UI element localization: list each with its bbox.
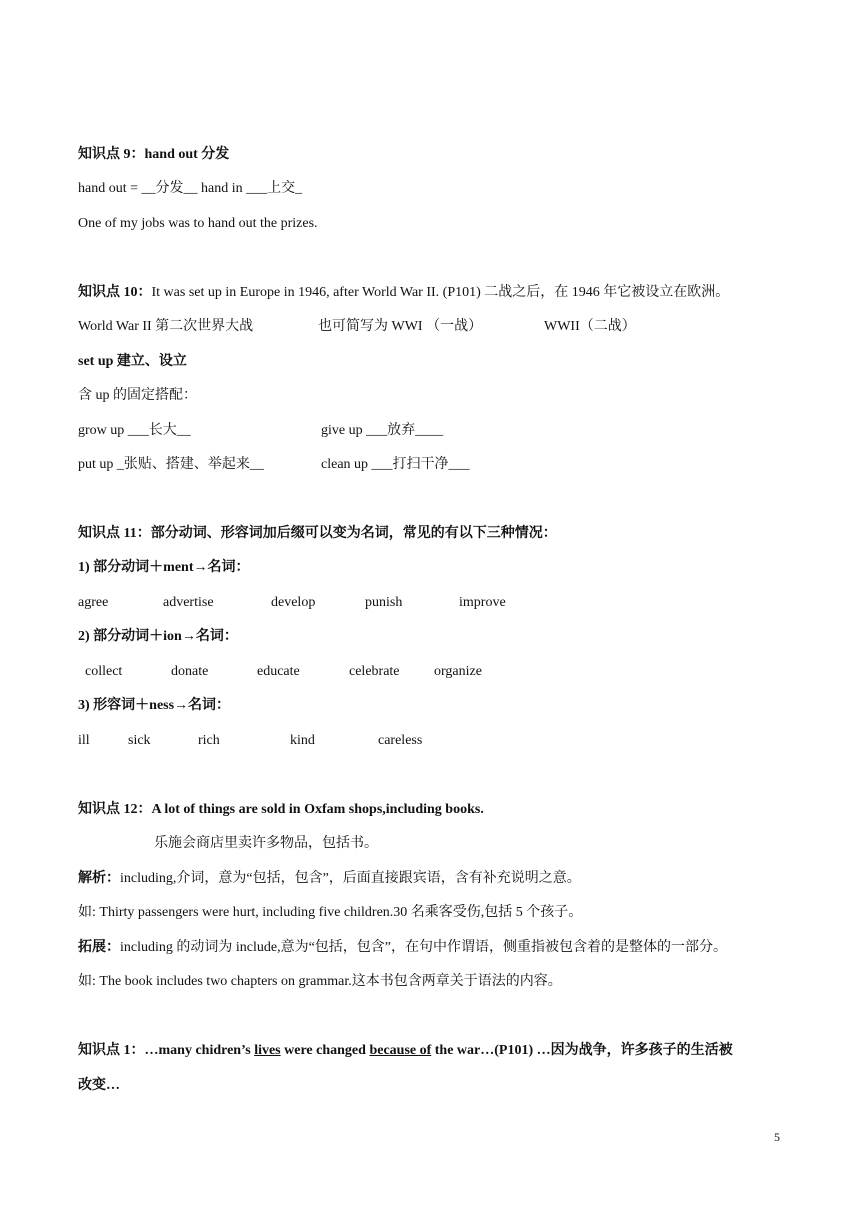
ness-word-list (78, 732, 778, 750)
underlined-because-of: because of (369, 1043, 432, 1058)
section-1-part-5: the war…(P101) …因为战争，许多孩子的生活被 (431, 1043, 733, 1058)
word-organize: organize (434, 664, 482, 679)
grow-up-phrase: grow up ___长大__ (78, 423, 191, 438)
underlined-lives: lives (254, 1043, 281, 1058)
word-advertise: advertise (163, 595, 214, 610)
word-rich: rich (198, 733, 220, 748)
word-educate: educate (257, 664, 300, 679)
rule-ness: 3) 形容词＋ness→名词： (78, 698, 231, 713)
section-9-definition: hand out = __分发__ hand in ___上交_ (78, 181, 303, 196)
section-9-heading: 知识点 9：hand out 分发 (78, 147, 230, 162)
up-phrases-row-2 (78, 456, 778, 474)
section-10-label: 知识点 10： (78, 285, 152, 300)
ment-word-list (78, 594, 778, 612)
page-number: 5 (774, 1130, 780, 1144)
extension-text: including 的动词为 include,意为“包括，包含”，在句中作谓语，侧重指被包含着的是整体的一部分。 (120, 940, 728, 955)
section-12-analysis (78, 870, 581, 888)
word-celebrate: celebrate (349, 664, 400, 679)
section-12-example-2: 如: The book includes two chapters on grammar.这本书包含两章关于语法的内容。 (78, 974, 562, 989)
word-agree: agree (78, 595, 109, 610)
clean-up-phrase: clean up ___打扫干净___ (321, 457, 470, 472)
word-donate: donate (171, 664, 209, 679)
word-improve: improve (459, 595, 506, 610)
extension-label: 拓展： (78, 940, 120, 955)
word-collect: collect (85, 664, 123, 679)
word-careless: careless (378, 733, 423, 748)
give-up-phrase: give up ___放弃____ (321, 423, 444, 438)
rule-ment: 1) 部分动词＋ment→名词： (78, 560, 250, 575)
word-sick: sick (128, 733, 151, 748)
section-1-part-1: 知识点 1：…many chidren’s (78, 1043, 255, 1058)
up-phrases-intro: 含 up 的固定搭配： (78, 388, 197, 403)
analysis-label: 解析： (78, 871, 120, 886)
word-ill: ill (78, 733, 90, 748)
section-12-heading: 知识点 12：A lot of things are sold in Oxfam shops,including books. (78, 802, 484, 817)
up-phrases-row-1 (78, 422, 778, 440)
ion-word-list (78, 663, 778, 681)
section-1-part-3: were changed (280, 1043, 370, 1058)
wwi-abbrev: 也可简写为 WWI （一战） (318, 319, 483, 334)
set-up-heading: set up 建立、设立 (78, 354, 187, 369)
section-10-heading (78, 284, 729, 302)
word-develop: develop (271, 595, 316, 610)
analysis-text: including,介词，意为“包括，包含”，后面直接跟宾语，含有补充说明之意。 (120, 871, 581, 886)
section-1-heading (78, 1042, 733, 1060)
ww2-term: World War II 第二次世界大战 (78, 319, 254, 334)
world-war-line (78, 318, 778, 336)
wwii-abbrev: WWII（二战） (544, 319, 636, 334)
section-12-translation: 乐施会商店里卖许多物品，包括书。 (154, 836, 378, 851)
word-punish: punish (365, 595, 403, 610)
section-10-sentence: It was set up in Europe in 1946, after World War II. (P101) 二战之后，在 1946 年它被设立在欧洲。 (151, 285, 730, 300)
section-12-example: 如: Thirty passengers were hurt, including five children.30 名乘客受伤,包括 5 个孩子。 (78, 905, 583, 920)
put-up-phrase: put up _张贴、搭建、举起来__ (78, 457, 264, 472)
word-kind: kind (290, 733, 315, 748)
section-11-heading: 知识点 11：部分动词、形容词加后缀可以变为名词，常见的有以下三种情况： (78, 526, 557, 541)
section-12-extension (78, 939, 727, 957)
section-1-heading-continued: 改变… (78, 1078, 120, 1093)
rule-ion: 2) 部分动词＋ion→名词： (78, 629, 238, 644)
section-9-example: One of my jobs was to hand out the prizes. (78, 216, 318, 231)
